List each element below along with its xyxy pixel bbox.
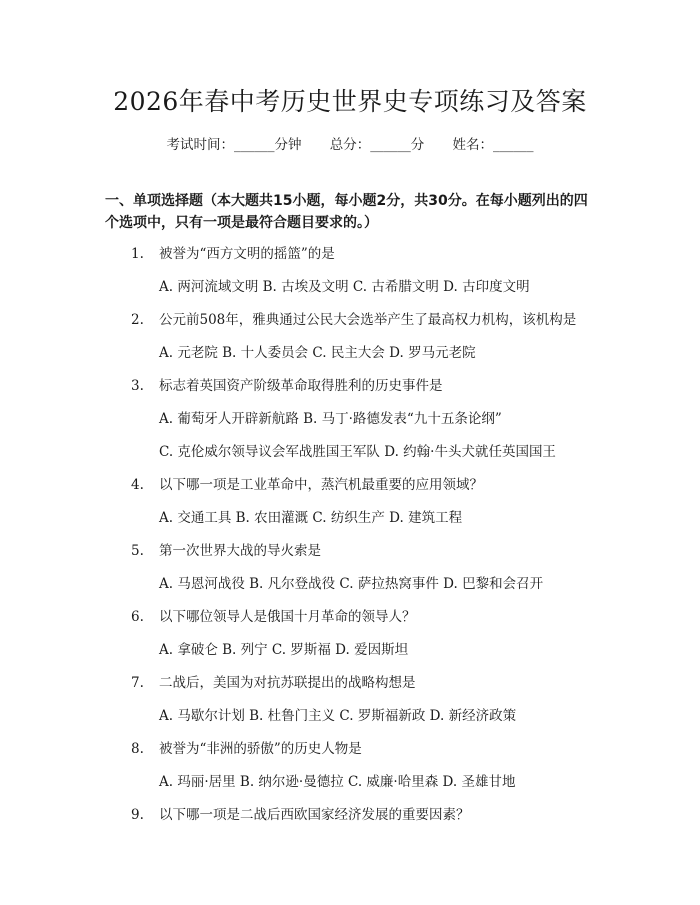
question-text: 公元前508年，雅典通过公民大会选举产生了最高权力机构，该机构是 — [159, 312, 577, 328]
question-stem — [0, 308, 700, 333]
question-item — [0, 803, 700, 836]
answer-options-text: A. 马恩河战役 B. 凡尔登战役 C. 萨拉热窝事件 D. 巴黎和会召开 — [159, 576, 544, 592]
question-stem — [0, 737, 700, 762]
question-spacer — [0, 597, 700, 605]
answer-options-text: A. 玛丽·居里 B. 纳尔逊·曼德拉 C. 威廉·哈里森 D. 圣雄甘地 — [159, 774, 516, 790]
answer-options — [0, 275, 700, 300]
section-heading: 一、单项选择题（本大题共15小题，每小题2分，共30分。在每小题列出的四个选项中，只有一项是最符合题目要求的。） — [105, 193, 588, 231]
question-item — [0, 374, 700, 473]
student-name-field: 姓名：______ — [452, 137, 534, 153]
question-list — [0, 242, 700, 836]
question-text: 以下哪一项是二战后西欧国家经济发展的重要因素？ — [159, 807, 470, 823]
answer-options-text: A. 葡萄牙人开辟新航路 B. 马丁·路德发表“九十五条论纲” — [159, 411, 502, 427]
question-text: 第一次世界大战的导火索是 — [159, 543, 321, 559]
answer-options-text: A. 元老院 B. 十人委员会 C. 民主大会 D. 罗马元老院 — [159, 345, 476, 361]
answer-options-text: A. 两河流域文明 B. 古埃及文明 C. 古希腊文明 D. 古印度文明 — [159, 279, 530, 295]
question-number: 6. — [131, 609, 144, 625]
question-stem — [0, 473, 700, 498]
page-title: 2026年春中考历史世界史专项练习及答案 — [113, 87, 587, 116]
answer-options — [0, 572, 700, 597]
answer-options-text: A. 交通工具 B. 农田灌溉 C. 纺织生产 D. 建筑工程 — [159, 510, 463, 526]
question-item — [0, 737, 700, 803]
question-stem — [0, 605, 700, 630]
question-stem — [0, 803, 700, 828]
question-spacer — [0, 300, 700, 308]
question-stem — [0, 242, 700, 267]
question-text: 以下哪位领导人是俄国十月革命的领导人？ — [159, 609, 416, 625]
answer-options — [0, 341, 700, 366]
question-item — [0, 671, 700, 737]
total-score-field: 总分：______分 — [329, 137, 425, 153]
question-text: 以下哪一项是工业革命中，蒸汽机最重要的应用领域？ — [159, 477, 483, 493]
answer-options — [0, 770, 700, 795]
question-stem — [0, 374, 700, 399]
answer-options — [0, 638, 700, 663]
question-spacer — [0, 531, 700, 539]
question-number: 2. — [131, 312, 144, 328]
question-text: 被誉为“非洲的骄傲”的历史人物是 — [159, 741, 362, 757]
question-item — [0, 473, 700, 539]
question-spacer — [0, 366, 700, 374]
answer-options-text: A. 马歇尔计划 B. 杜鲁门主义 C. 罗斯福新政 D. 新经济政策 — [159, 708, 517, 724]
question-text: 被誉为“西方文明的摇篮”的是 — [159, 246, 335, 262]
question-item — [0, 242, 700, 308]
answer-options-text: A. 拿破仑 B. 列宁 C. 罗斯福 D. 爱因斯坦 — [159, 642, 409, 658]
question-spacer — [0, 828, 700, 836]
question-item — [0, 605, 700, 671]
question-number: 9. — [131, 807, 144, 823]
question-text: 二战后，美国为对抗苏联提出的战略构想是 — [159, 675, 416, 691]
answer-options — [0, 407, 700, 432]
question-number: 3. — [131, 378, 144, 394]
question-spacer — [0, 795, 700, 803]
exam-time-field: 考试时间：______分钟 — [166, 137, 302, 153]
question-item — [0, 539, 700, 605]
question-stem — [0, 539, 700, 564]
question-text: 标志着英国资产阶级革命取得胜利的历史事件是 — [159, 378, 443, 394]
question-stem — [0, 671, 700, 696]
question-number: 4. — [131, 477, 144, 493]
question-number: 7. — [131, 675, 144, 691]
answer-options-text: C. 克伦威尔领导议会军战胜国王军队 D. 约翰·牛头犬就任英国国王 — [159, 444, 556, 460]
answer-options — [0, 440, 700, 465]
question-spacer — [0, 465, 700, 473]
question-number: 8. — [131, 741, 144, 757]
exam-meta — [0, 133, 700, 153]
question-number: 5. — [131, 543, 144, 559]
question-item — [0, 308, 700, 374]
answer-options — [0, 704, 700, 729]
question-number: 1. — [131, 246, 144, 262]
question-spacer — [0, 729, 700, 737]
question-spacer — [0, 663, 700, 671]
answer-options — [0, 506, 700, 531]
